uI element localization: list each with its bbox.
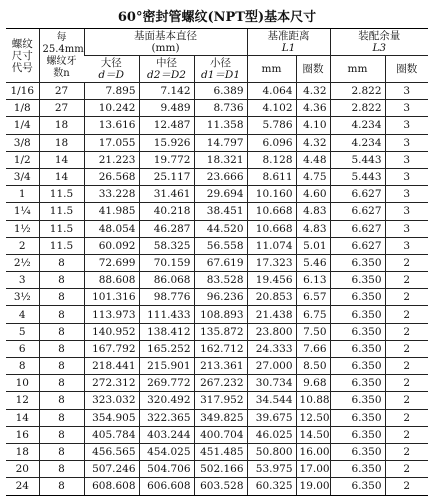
cell-base-turns: 4.32 xyxy=(296,83,330,100)
table-row xyxy=(6,306,428,323)
cell-base-turns: 6.75 xyxy=(296,306,330,323)
header-pitch-label: 中径 xyxy=(156,57,177,69)
cell-base-mm: 6.096 xyxy=(247,134,296,151)
header-base-distance-label: 基准距离 xyxy=(267,30,310,42)
cell-code: 20 xyxy=(6,461,39,478)
cell-tpi: 11.5 xyxy=(39,220,84,237)
cell-pitch: 215.901 xyxy=(139,358,194,375)
cell-minor: 23.666 xyxy=(194,168,247,185)
cell-fit-mm: 6.350 xyxy=(330,306,385,323)
cell-base-turns: 8.50 xyxy=(296,358,330,375)
cell-tpi: 8 xyxy=(39,409,84,426)
cell-minor: 135.872 xyxy=(194,323,247,340)
cell-pitch: 9.489 xyxy=(139,100,194,117)
cell-pitch: 70.159 xyxy=(139,254,194,271)
cell-minor: 317.952 xyxy=(194,392,247,409)
cell-base-turns: 17.00 xyxy=(296,461,330,478)
cell-fit-mm: 6.627 xyxy=(330,220,385,237)
cell-fit-turns: 3 xyxy=(385,134,428,151)
cell-minor: 267.232 xyxy=(194,375,247,392)
cell-fit-turns: 2 xyxy=(385,358,428,375)
cell-major: 60.092 xyxy=(84,237,139,254)
cell-fit-mm: 6.627 xyxy=(330,186,385,203)
cell-fit-mm: 6.350 xyxy=(330,392,385,409)
cell-base-mm: 53.975 xyxy=(247,461,296,478)
cell-fit-turns: 3 xyxy=(385,117,428,134)
cell-code: 2½ xyxy=(6,254,39,271)
header-base-distance xyxy=(247,29,330,56)
cell-minor: 349.825 xyxy=(194,409,247,426)
cell-code: 2 xyxy=(6,237,39,254)
cell-fit-mm: 4.234 xyxy=(330,117,385,134)
cell-fit-turns: 2 xyxy=(385,254,428,271)
cell-pitch: 98.776 xyxy=(139,289,194,306)
cell-base-mm: 4.102 xyxy=(247,100,296,117)
cell-fit-turns: 3 xyxy=(385,220,428,237)
table-row xyxy=(6,83,428,100)
cell-tpi: 8 xyxy=(39,443,84,460)
cell-pitch: 25.117 xyxy=(139,168,194,185)
table-row xyxy=(6,358,428,375)
header-minor-diameter xyxy=(194,56,247,83)
cell-fit-mm: 6.350 xyxy=(330,375,385,392)
cell-pitch: 46.287 xyxy=(139,220,194,237)
cell-fit-turns: 3 xyxy=(385,168,428,185)
table-row xyxy=(6,117,428,134)
header-base-distance-turns: 圈数 xyxy=(296,56,330,83)
header-base-diameter xyxy=(84,29,247,56)
cell-major: 507.246 xyxy=(84,461,139,478)
cell-tpi: 8 xyxy=(39,323,84,340)
cell-pitch: 138.412 xyxy=(139,323,194,340)
header-major-label: 大径 xyxy=(100,57,122,69)
header-fit-allowance-label: 装配余量 xyxy=(358,30,401,42)
table-row xyxy=(6,100,428,117)
header-base-diameter-label: 基面基本直径 xyxy=(134,30,197,42)
cell-base-mm: 60.325 xyxy=(247,478,296,495)
cell-fit-mm: 6.350 xyxy=(330,409,385,426)
cell-code: 5 xyxy=(6,323,39,340)
cell-code: 24 xyxy=(6,478,39,495)
cell-fit-turns: 2 xyxy=(385,306,428,323)
cell-pitch: 606.608 xyxy=(139,478,194,495)
header-minor-label: 小径 xyxy=(210,57,231,69)
cell-pitch: 165.252 xyxy=(139,340,194,357)
cell-base-turns: 4.32 xyxy=(296,134,330,151)
cell-pitch: 320.492 xyxy=(139,392,194,409)
cell-base-turns: 5.46 xyxy=(296,254,330,271)
cell-fit-mm: 6.627 xyxy=(330,203,385,220)
cell-major: 354.905 xyxy=(84,409,139,426)
cell-fit-mm: 2.822 xyxy=(330,100,385,117)
cell-fit-turns: 3 xyxy=(385,186,428,203)
cell-tpi: 18 xyxy=(39,117,84,134)
cell-base-turns: 4.83 xyxy=(296,220,330,237)
cell-tpi: 8 xyxy=(39,306,84,323)
cell-pitch: 15.926 xyxy=(139,134,194,151)
cell-code: 1½ xyxy=(6,220,39,237)
cell-base-mm: 27.000 xyxy=(247,358,296,375)
cell-fit-turns: 3 xyxy=(385,83,428,100)
cell-base-turns: 19.00 xyxy=(296,478,330,495)
cell-pitch: 86.068 xyxy=(139,272,194,289)
table-row xyxy=(6,392,428,409)
cell-base-turns: 12.50 xyxy=(296,409,330,426)
cell-fit-mm: 6.627 xyxy=(330,237,385,254)
cell-base-mm: 19.456 xyxy=(247,272,296,289)
cell-base-turns: 16.00 xyxy=(296,443,330,460)
cell-pitch: 504.706 xyxy=(139,461,194,478)
cell-minor: 6.389 xyxy=(194,83,247,100)
table-row xyxy=(6,375,428,392)
cell-major: 88.608 xyxy=(84,272,139,289)
cell-tpi: 8 xyxy=(39,358,84,375)
cell-major: 21.223 xyxy=(84,151,139,168)
cell-fit-mm: 6.350 xyxy=(330,358,385,375)
cell-fit-mm: 5.443 xyxy=(330,168,385,185)
cell-code: 4 xyxy=(6,306,39,323)
cell-major: 33.228 xyxy=(84,186,139,203)
cell-minor: 162.712 xyxy=(194,340,247,357)
cell-pitch: 19.772 xyxy=(139,151,194,168)
header-tpi: 每25.4mm螺纹牙数n xyxy=(39,29,84,83)
cell-fit-turns: 2 xyxy=(385,461,428,478)
header-pitch-diameter xyxy=(139,56,194,83)
cell-base-turns: 7.50 xyxy=(296,323,330,340)
cell-fit-mm: 6.350 xyxy=(330,478,385,495)
cell-tpi: 8 xyxy=(39,478,84,495)
cell-base-turns: 10.88 xyxy=(296,392,330,409)
header-fit-allowance-symbol: L3 xyxy=(372,42,387,54)
npt-dimension-table xyxy=(6,28,428,496)
cell-major: 10.242 xyxy=(84,100,139,117)
cell-base-turns: 4.10 xyxy=(296,117,330,134)
cell-code: 12 xyxy=(6,392,39,409)
cell-pitch: 7.142 xyxy=(139,83,194,100)
cell-tpi: 8 xyxy=(39,340,84,357)
cell-major: 101.316 xyxy=(84,289,139,306)
cell-code: 1/2 xyxy=(6,151,39,168)
cell-code: 6 xyxy=(6,340,39,357)
cell-minor: 213.361 xyxy=(194,358,247,375)
cell-code: 3 xyxy=(6,272,39,289)
cell-fit-turns: 2 xyxy=(385,289,428,306)
cell-tpi: 14 xyxy=(39,168,84,185)
cell-pitch: 403.244 xyxy=(139,426,194,443)
cell-major: 608.608 xyxy=(84,478,139,495)
cell-base-turns: 6.13 xyxy=(296,272,330,289)
table-row xyxy=(6,443,428,460)
cell-fit-mm: 2.822 xyxy=(330,83,385,100)
cell-base-mm: 21.438 xyxy=(247,306,296,323)
cell-minor: 502.166 xyxy=(194,461,247,478)
table-row xyxy=(6,426,428,443)
cell-minor: 44.520 xyxy=(194,220,247,237)
cell-pitch: 269.772 xyxy=(139,375,194,392)
cell-base-mm: 10.668 xyxy=(247,220,296,237)
cell-fit-turns: 3 xyxy=(385,203,428,220)
cell-pitch: 454.025 xyxy=(139,443,194,460)
table-header xyxy=(6,29,428,83)
cell-tpi: 8 xyxy=(39,289,84,306)
cell-base-mm: 5.786 xyxy=(247,117,296,134)
table-row xyxy=(6,409,428,426)
cell-pitch: 40.218 xyxy=(139,203,194,220)
header-major-diameter xyxy=(84,56,139,83)
table-row xyxy=(6,237,428,254)
table-row xyxy=(6,203,428,220)
cell-fit-mm: 6.350 xyxy=(330,340,385,357)
cell-code: 1¼ xyxy=(6,203,39,220)
cell-fit-turns: 2 xyxy=(385,443,428,460)
table-row xyxy=(6,272,428,289)
cell-base-turns: 7.66 xyxy=(296,340,330,357)
cell-tpi: 8 xyxy=(39,272,84,289)
cell-code: 1/16 xyxy=(6,83,39,100)
table-row xyxy=(6,461,428,478)
header-minor-symbol: d1＝D1 xyxy=(201,69,241,81)
cell-tpi: 18 xyxy=(39,134,84,151)
cell-code: 3/4 xyxy=(6,168,39,185)
cell-base-mm: 34.544 xyxy=(247,392,296,409)
cell-pitch: 111.433 xyxy=(139,306,194,323)
header-pitch-symbol: d2＝D2 xyxy=(146,69,186,81)
cell-base-turns: 6.57 xyxy=(296,289,330,306)
cell-tpi: 11.5 xyxy=(39,237,84,254)
cell-minor: 56.558 xyxy=(194,237,247,254)
cell-fit-mm: 6.350 xyxy=(330,443,385,460)
cell-fit-turns: 2 xyxy=(385,323,428,340)
cell-fit-turns: 3 xyxy=(385,100,428,117)
cell-base-mm: 30.734 xyxy=(247,375,296,392)
cell-minor: 83.528 xyxy=(194,272,247,289)
cell-major: 26.568 xyxy=(84,168,139,185)
cell-code: 10 xyxy=(6,375,39,392)
header-major-symbol: d＝D xyxy=(98,69,125,81)
cell-minor: 400.704 xyxy=(194,426,247,443)
cell-fit-mm: 6.350 xyxy=(330,254,385,271)
cell-code: 3/8 xyxy=(6,134,39,151)
cell-base-mm: 50.800 xyxy=(247,443,296,460)
table-row xyxy=(6,168,428,185)
table-row xyxy=(6,220,428,237)
cell-base-turns: 4.36 xyxy=(296,100,330,117)
cell-fit-turns: 2 xyxy=(385,340,428,357)
cell-fit-turns: 3 xyxy=(385,237,428,254)
table-row xyxy=(6,289,428,306)
cell-major: 7.895 xyxy=(84,83,139,100)
table-title: 60°密封管螺纹(NPT型)基本尺寸 xyxy=(117,10,317,25)
cell-base-turns: 9.68 xyxy=(296,375,330,392)
cell-code: 18 xyxy=(6,443,39,460)
cell-base-mm: 17.323 xyxy=(247,254,296,271)
cell-tpi: 27 xyxy=(39,83,84,100)
table-row xyxy=(6,478,428,495)
header-base-distance-symbol: L1 xyxy=(281,42,296,54)
cell-fit-mm: 6.350 xyxy=(330,289,385,306)
cell-pitch: 322.365 xyxy=(139,409,194,426)
cell-major: 41.985 xyxy=(84,203,139,220)
cell-base-mm: 20.853 xyxy=(247,289,296,306)
table-row xyxy=(6,134,428,151)
cell-tpi: 8 xyxy=(39,461,84,478)
header-fit-turns: 圈数 xyxy=(385,56,428,83)
cell-base-turns: 4.60 xyxy=(296,186,330,203)
cell-tpi: 11.5 xyxy=(39,186,84,203)
cell-fit-mm: 6.350 xyxy=(330,426,385,443)
cell-fit-turns: 2 xyxy=(385,375,428,392)
header-fit-allowance xyxy=(330,29,428,56)
cell-base-mm: 39.675 xyxy=(247,409,296,426)
cell-minor: 96.236 xyxy=(194,289,247,306)
cell-major: 48.054 xyxy=(84,220,139,237)
cell-base-turns: 4.75 xyxy=(296,168,330,185)
cell-base-mm: 10.668 xyxy=(247,203,296,220)
table-row xyxy=(6,340,428,357)
cell-major: 72.699 xyxy=(84,254,139,271)
cell-major: 218.441 xyxy=(84,358,139,375)
cell-pitch: 31.461 xyxy=(139,186,194,203)
cell-code: 14 xyxy=(6,409,39,426)
header-base-diameter-unit: (mm) xyxy=(151,42,180,54)
cell-code: 1 xyxy=(6,186,39,203)
cell-pitch: 58.325 xyxy=(139,237,194,254)
header-base-distance-mm: mm xyxy=(247,56,296,83)
header-fit-mm: mm xyxy=(330,56,385,83)
cell-minor: 11.358 xyxy=(194,117,247,134)
table-row xyxy=(6,254,428,271)
cell-fit-turns: 2 xyxy=(385,478,428,495)
cell-major: 272.312 xyxy=(84,375,139,392)
cell-major: 13.616 xyxy=(84,117,139,134)
cell-fit-turns: 2 xyxy=(385,272,428,289)
cell-minor: 29.694 xyxy=(194,186,247,203)
cell-base-mm: 10.160 xyxy=(247,186,296,203)
cell-fit-turns: 3 xyxy=(385,151,428,168)
cell-fit-turns: 2 xyxy=(385,426,428,443)
cell-minor: 18.321 xyxy=(194,151,247,168)
cell-tpi: 11.5 xyxy=(39,203,84,220)
cell-base-mm: 24.333 xyxy=(247,340,296,357)
cell-major: 456.565 xyxy=(84,443,139,460)
table-body xyxy=(6,83,428,496)
cell-major: 323.032 xyxy=(84,392,139,409)
cell-fit-mm: 5.443 xyxy=(330,151,385,168)
cell-base-mm: 4.064 xyxy=(247,83,296,100)
cell-base-mm: 46.025 xyxy=(247,426,296,443)
cell-tpi: 8 xyxy=(39,426,84,443)
cell-fit-mm: 4.234 xyxy=(330,134,385,151)
cell-base-turns: 14.50 xyxy=(296,426,330,443)
cell-tpi: 8 xyxy=(39,375,84,392)
cell-base-mm: 11.074 xyxy=(247,237,296,254)
cell-code: 1/4 xyxy=(6,117,39,134)
cell-code: 8 xyxy=(6,358,39,375)
cell-major: 113.973 xyxy=(84,306,139,323)
cell-base-mm: 8.611 xyxy=(247,168,296,185)
cell-base-mm: 8.128 xyxy=(247,151,296,168)
cell-fit-turns: 2 xyxy=(385,392,428,409)
cell-major: 17.055 xyxy=(84,134,139,151)
cell-base-turns: 5.01 xyxy=(296,237,330,254)
cell-base-mm: 23.800 xyxy=(247,323,296,340)
cell-tpi: 14 xyxy=(39,151,84,168)
cell-code: 1/8 xyxy=(6,100,39,117)
table-row xyxy=(6,151,428,168)
cell-minor: 603.528 xyxy=(194,478,247,495)
cell-minor: 14.797 xyxy=(194,134,247,151)
header-code: 螺纹尺寸代号 xyxy=(6,29,39,83)
cell-base-turns: 4.83 xyxy=(296,203,330,220)
cell-fit-turns: 2 xyxy=(385,409,428,426)
cell-tpi: 8 xyxy=(39,392,84,409)
cell-code: 3½ xyxy=(6,289,39,306)
cell-major: 405.784 xyxy=(84,426,139,443)
cell-pitch: 12.487 xyxy=(139,117,194,134)
cell-base-turns: 4.48 xyxy=(296,151,330,168)
cell-minor: 451.485 xyxy=(194,443,247,460)
cell-tpi: 27 xyxy=(39,100,84,117)
cell-minor: 67.619 xyxy=(194,254,247,271)
cell-minor: 38.451 xyxy=(194,203,247,220)
table-row xyxy=(6,323,428,340)
cell-tpi: 8 xyxy=(39,254,84,271)
table-row xyxy=(6,186,428,203)
cell-fit-mm: 6.350 xyxy=(330,323,385,340)
cell-major: 140.952 xyxy=(84,323,139,340)
cell-minor: 108.893 xyxy=(194,306,247,323)
cell-major: 167.792 xyxy=(84,340,139,357)
cell-fit-mm: 6.350 xyxy=(330,461,385,478)
cell-minor: 8.736 xyxy=(194,100,247,117)
cell-code: 16 xyxy=(6,426,39,443)
cell-fit-mm: 6.350 xyxy=(330,272,385,289)
